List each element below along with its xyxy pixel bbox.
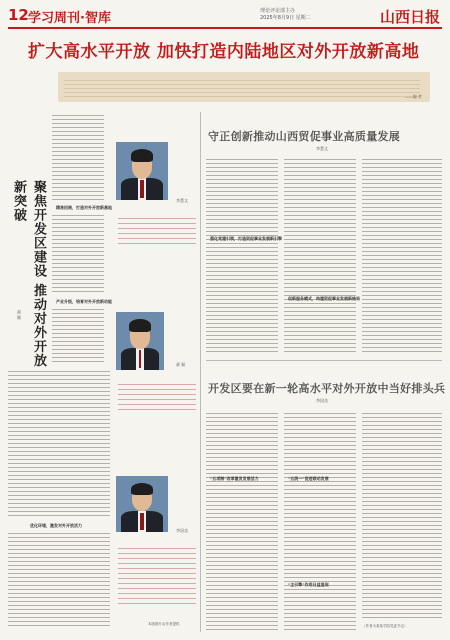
left-subhead-1: 精准招商，打造对外开放新高地 [56,205,112,210]
left-subhead-3: 优化环境，激发对外开放活力 [30,523,82,528]
portrait-name-1: 李慧文 [176,198,188,203]
article-2-author: 李国良 [316,398,328,403]
portrait-quote-3 [118,544,196,606]
article-2-footnote: （作者为某某学院党委书记） [362,624,408,628]
portrait-quote-2 [118,380,196,414]
portrait-photo-1 [116,142,168,200]
left-text-block-2 [52,212,104,294]
page-header [8,6,442,28]
article-1-subhead-2: 创新服务模式，构建贸促事业发展新格局 [288,296,360,301]
date-line-1: 理论评论部主办 [260,8,296,14]
article-1-col-1 [206,156,278,352]
portrait-photo-3 [116,476,168,532]
newspaper-logo: 山西日报 [379,8,440,26]
page-headline: 扩大高水平开放 加快打造内陆地区对外开放新高地 [28,42,420,62]
article-1-title: 守正创新推动山西贸促事业高质量发展 [208,130,401,143]
editor-intro [58,72,430,102]
header-divider [8,27,442,29]
intro-signature: ——编 者 [404,94,422,99]
left-text-block-3 [52,306,104,362]
article-1-col-2 [284,156,356,352]
portrait-name-2: 郝 颖 [176,362,186,367]
portrait-quote-1 [118,214,196,246]
date-line-2: 2025年8月9日 星期二 [260,15,311,21]
article-divider [206,360,442,361]
article-2-col-3 [362,410,442,620]
article-1-author: 李慧文 [316,146,328,151]
left-text-block-4 [8,368,110,518]
date-info [260,8,330,22]
article-1-col-3 [362,156,442,352]
left-feature-title: 聚焦开发区建设 推动对外开放新突破 [11,180,46,368]
portrait-photo-2 [116,312,164,370]
article-2-col-1 [206,410,278,632]
left-subhead-2: 产业升级，培育对外开放新动能 [56,299,112,304]
left-text-block-1 [52,112,104,202]
article-2-subhead-3: “主引擎”作用日益显现 [288,582,329,587]
article-2-title: 开发区要在新一轮高水平对外开放中当好排头兵 [208,382,446,395]
photo-caption: 本版图片由作者提供 [148,622,180,626]
column-divider [200,112,201,632]
page-number: 12 [8,6,29,24]
portrait-name-3: 李国良 [176,528,188,533]
article-1-subhead-1: 强化党建引领，打造贸促事业发展新引擎 [210,236,282,241]
article-2-col-2 [284,410,356,632]
page-name: 学习周刊·智库 [28,11,111,26]
left-text-block-5 [8,530,110,628]
article-2-subhead-1: “五项制”改革激发发展活力 [210,476,259,481]
article-2-subhead-2: “五统一”促进联动发展 [288,476,329,481]
left-feature-author: 郝 颖 [17,310,22,320]
